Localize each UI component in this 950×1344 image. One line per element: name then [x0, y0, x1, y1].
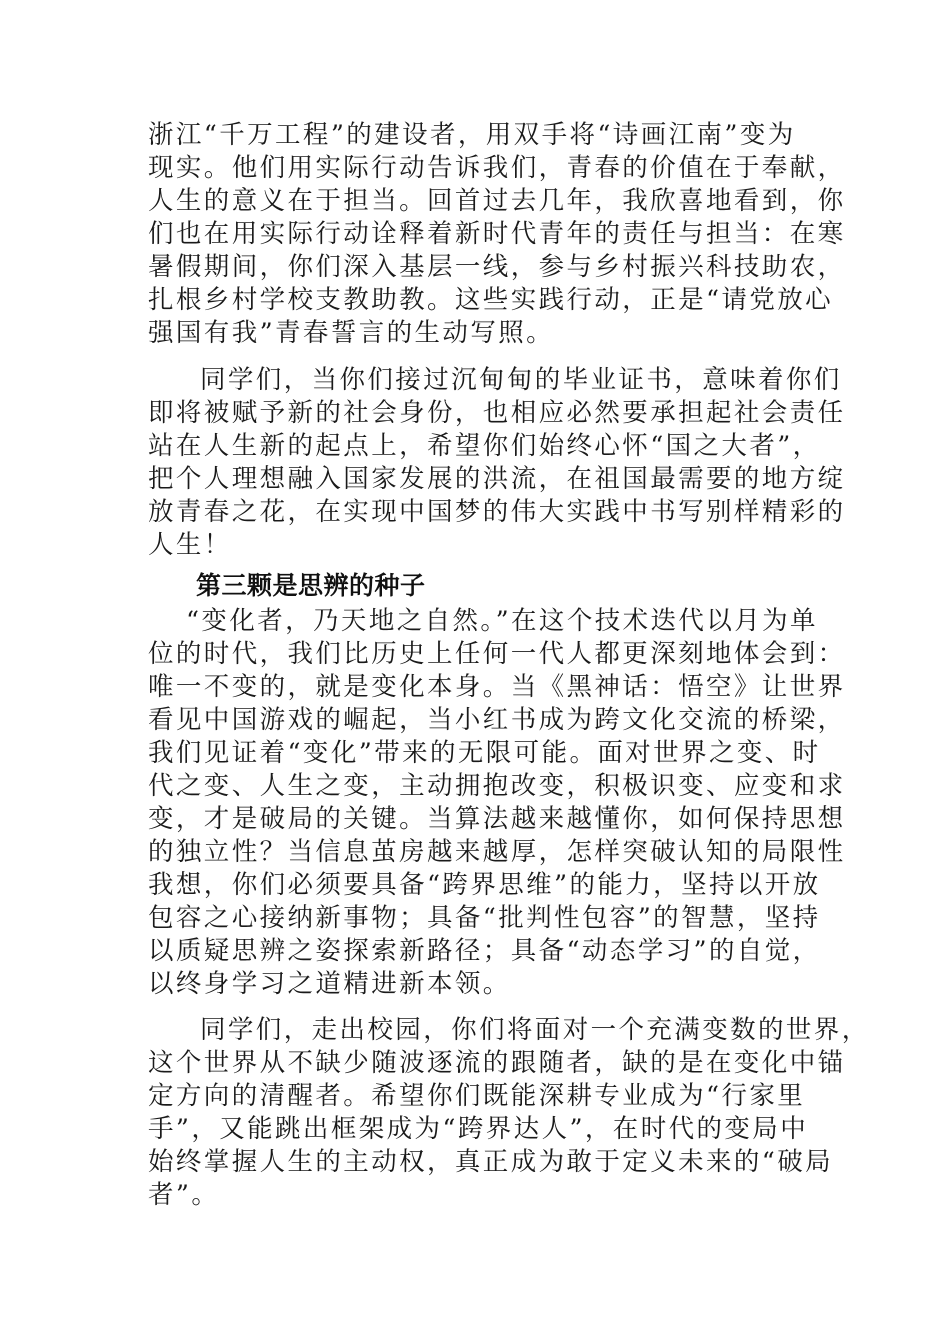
- text-line: 放青春之花，在实现中国梦的伟大实践中书写别样精彩的: [148, 497, 846, 527]
- text-line: 人生！: [148, 530, 232, 560]
- text-line: 们也在用实际行动诠释着新时代青年的责任与担当：在寒: [148, 219, 846, 249]
- text-line: 即将被赋予新的社会身份，也相应必然要承担起社会责任: [148, 398, 846, 428]
- text-line: 代之变、人生之变，主动拥抱改变，积极识变、应变和求: [148, 771, 846, 801]
- text-line: 者”。: [148, 1180, 220, 1210]
- text-line: 以质疑思辨之姿探索新路径；具备“动态学习”的自觉，: [148, 936, 821, 966]
- text-line: 现实。他们用实际行动告诉我们，青春的价值在于奉献，: [148, 153, 846, 183]
- section-heading: 第三颗是思辨的种子: [196, 571, 426, 600]
- text-line: 人生的意义在于担当。回首过去几年，我欣喜地看到，你: [148, 186, 846, 216]
- text-line: 位的时代，我们比历史上任何一代人都更深刻地体会到：: [148, 639, 846, 669]
- text-line: 我想，你们必须要具备“跨界思维”的能力，坚持以开放: [148, 870, 821, 900]
- text-line: 我们见证着“变化”带来的无限可能。面对世界之变、时: [148, 738, 821, 768]
- text-line: 把个人理想融入国家发展的洪流，在祖国最需要的地方绽: [148, 464, 846, 494]
- text-line: 手”，又能跳出框架成为“跨界达人”，在时代的变局中: [148, 1114, 809, 1144]
- text-line: 的独立性？当信息茧房越来越厚，怎样突破认知的局限性: [148, 837, 846, 867]
- text-line: 暑假期间，你们深入基层一线，参与乡村振兴科技助农，: [148, 252, 846, 282]
- text-line: 唯一不变的，就是变化本身。当《黑神话：悟空》让世界: [148, 672, 846, 702]
- text-line: 扎根乡村学校支教助教。这些实践行动，正是“请党放心: [148, 285, 834, 315]
- text-line: 强国有我”青春誓言的生动写照。: [148, 318, 555, 348]
- text-line: 同学们，走出校园，你们将面对一个充满变数的世界，: [200, 1015, 870, 1045]
- text-line: 始终掌握人生的主动权，真正成为敢于定义未来的“破局: [148, 1147, 834, 1177]
- text-line: 站在人生新的起点上，希望你们始终心怀“国之大者”，: [148, 431, 821, 461]
- text-line: 以终身学习之道精进新本领。: [148, 969, 511, 999]
- text-line: 定方向的清醒者。希望你们既能深耕专业成为“行家里: [148, 1081, 806, 1111]
- text-line: 浙江“千万工程”的建设者，用双手将“诗画江南”变为: [148, 120, 796, 150]
- text-line: 看见中国游戏的崛起，当小红书成为跨文化交流的桥梁，: [148, 705, 846, 735]
- text-line: 变，才是破局的关键。当算法越来越懂你，如何保持思想: [148, 804, 846, 834]
- text-line: 这个世界从不缺少随波逐流的跟随者，缺的是在变化中锚: [148, 1048, 846, 1078]
- text-line: “变化者，乃天地之自然。”在这个技术迭代以月为单: [186, 606, 818, 636]
- text-line: 同学们，当你们接过沉甸甸的毕业证书，意味着你们: [200, 365, 842, 395]
- text-line: 包容之心接纳新事物；具备“批判性包容”的智慧，坚持: [148, 903, 821, 933]
